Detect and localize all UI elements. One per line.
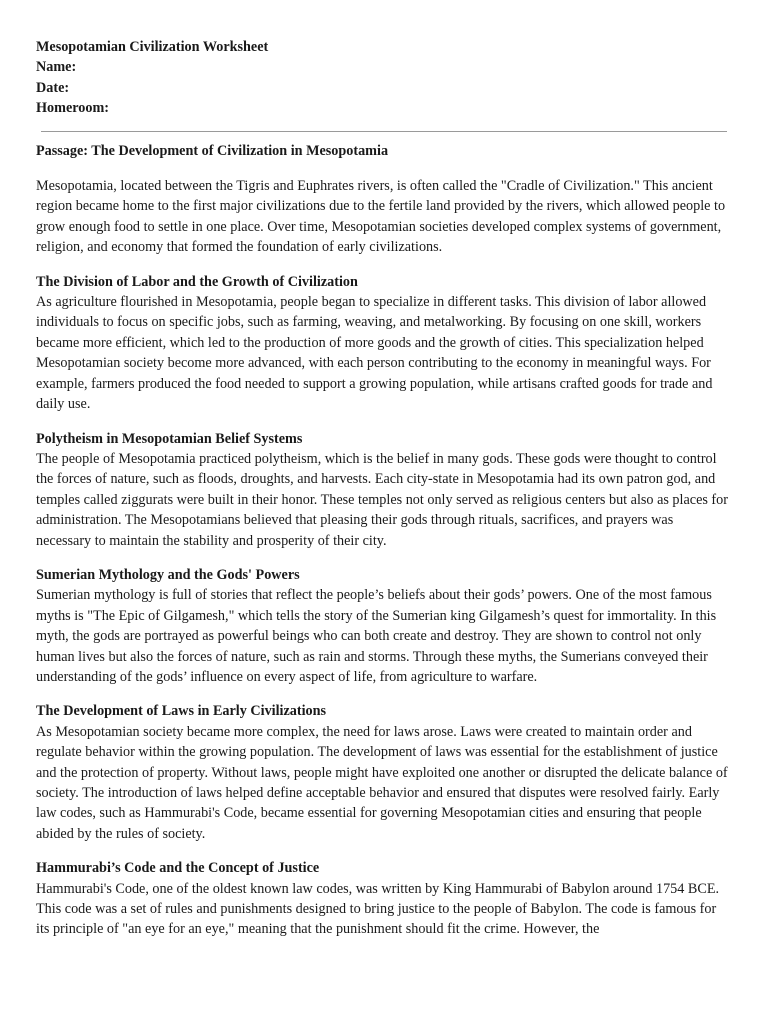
section-hammurabis-code — [36, 858, 731, 940]
worksheet-title: Mesopotamian Civilization Worksheet — [36, 39, 269, 55]
passage-title: Passage: The Development of Civilization in Mesopotamia — [36, 142, 389, 159]
section-heading: The Division of Labor and the Growth of Civilization — [36, 273, 358, 290]
section-heading: Sumerian Mythology and the Gods' Powers — [36, 566, 300, 583]
header-divider — [41, 131, 727, 132]
intro-paragraph: Mesopotamia, located between the Tigris and Euphrates rivers, is often called the "Cradle of Civilization." This ancient region became home to the first major civilizations due to the fertile land provided by the rivers, which allowed people to grow enough food to settle in one place. Over time, Mesopotamian societies developed complex systems of government, religion, and economy that formed the foundation of early civilizations. — [36, 178, 726, 256]
section-sumerian-mythology — [36, 565, 731, 687]
section-heading: Polytheism in Mesopotamian Belief Systems — [36, 430, 303, 447]
section-development-of-laws — [36, 701, 731, 844]
section-polytheism — [36, 429, 731, 551]
date-label: Date: — [36, 79, 70, 96]
section-heading: The Development of Laws in Early Civilizations — [36, 703, 327, 720]
homeroom-label: Homeroom: — [36, 100, 110, 117]
section-heading: Hammurabi’s Code and the Concept of Justice — [36, 860, 320, 877]
section-body: The people of Mesopotamia practiced polytheism, which is the belief in many gods. These gods were thought to control the forces of nature, such as floods, droughts, and harvests. Each city-state in Mesopotamia had its own patron god, and temples called ziggurats were built in their honor. These temples not only served as religious centers but also as places for administration. The Mesopotamians believed that pleasing their gods through rituals, sacrifices, and prayers was necessary to maintain the stability and prosperity of their city. — [36, 450, 728, 549]
section-division-of-labor — [36, 272, 731, 415]
section-body: Sumerian mythology is full of stories that reflect the people’s beliefs about their gods’ powers. One of the most famous myths is "The Epic of Gilgamesh," which tells the story of the Sumerian king Gilgamesh’s quest for immortality. In this myth, the gods are portrayed as powerful beings who can both create and destroy. They are shown to control not only human lives but also the forces of nature, such as rain and storms. Through these myths, the Sumerians conveyed their understanding of the gods’ influence on every aspect of life, from agriculture to warfare. — [36, 587, 717, 685]
section-body: As agriculture flourished in Mesopotamia, people began to specialize in different tasks. This division of labor allowed individuals to focus on specific jobs, such as farming, weaving, and metalworking. By focusing on one skill, workers became more efficient, which led to the production of more goods and the growth of cities. This specialization helped Mesopotamian society become more advanced, with each person contributing to the economy in meaningful ways. For example, farmers produced the food needed to support a growing population, while artisans crafted goods for trade and daily use. — [36, 294, 713, 413]
worksheet-page — [36, 37, 731, 940]
name-label: Name: — [36, 59, 77, 76]
section-body: Hammurabi's Code, one of the oldest known law codes, was written by King Hammurabi of Babylon around 1754 BCE. This code was a set of rules and punishments designed to bring justice to the people of Babylon. The code is famous for its principle of "an eye for an eye," meaning that the punishment should fit the crime. However, the — [36, 880, 720, 938]
section-body: As Mesopotamian society became more complex, the need for laws arose. Laws were created to maintain order and regulate behavior within the growing population. The development of laws was essential for the establishment of justice and the protection of property. Without laws, people might have exploited one another or disrupted the delicate balance of society. The introduction of laws helped define acceptable behavior and ensured that disputes were resolved fairly. Early law codes, such as Hammurabi's Code, became essential for governing Mesopotamian cities and ensuring that people abided by the rules of society. — [36, 723, 728, 842]
